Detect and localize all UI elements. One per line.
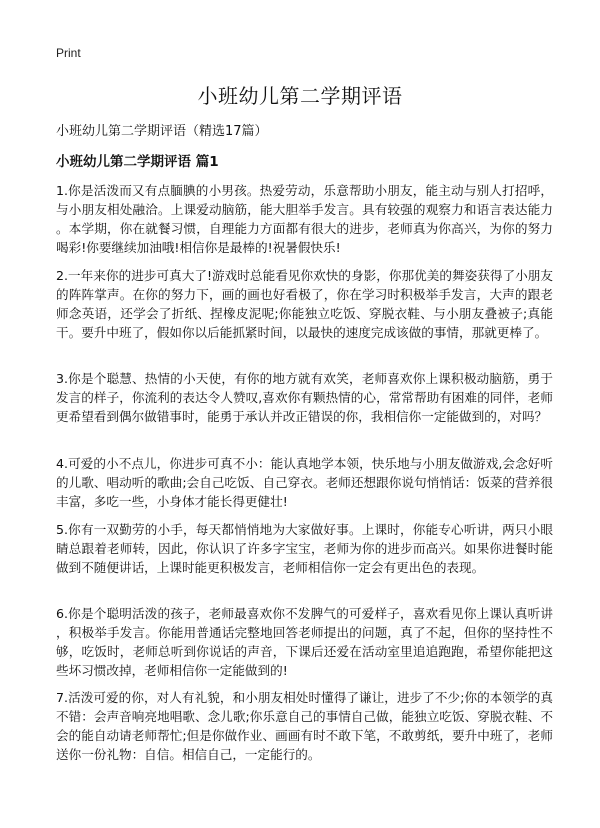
comment-paragraph-4: 4.可爱的小不点儿，你进步可真不小：能认真地学本领，快乐地与小朋友做游戏,会念好听的儿歌、唱动听的歌曲;会自己吃饭、自己穿衣。老师还想跟你说句悄悄话：饭菜的营养很丰富，多吃一些，小身体才能长得更健壮!: [56, 456, 553, 509]
comment-paragraph-1: 1.你是活泼而又有点腼腆的小男孩。热爱劳动，乐意帮助小朋友，能主动与别人打招呼，与小朋友相处融洽。上课爱动脑筋，能大胆举手发言。具有较强的观察力和语言表达能力。本学期，你在就餐习惯，自理能力方面都有很大的进步，老师真为你高兴，为你的努力喝彩!你要继续加油哦!相信你是最棒的!祝暑假快乐!: [56, 183, 553, 255]
document-subtitle: 小班幼儿第二学期评语（精选17篇）: [56, 124, 268, 139]
comment-paragraph-3: 3.你是个聪慧、热情的小天使，有你的地方就有欢笑，老师喜欢你上课积极动脑筋，勇于发言的样子，你流利的表达令人赞叹,喜欢你有颗热情的心，常常帮助有困难的同伴，老师更希望看到偶尔做错事时，能勇于承认并改正错误的你，我相信你一定能做到的，对吗？: [56, 371, 553, 424]
print-label: Print: [56, 46, 81, 60]
page-title: 小班幼儿第二学期评语: [197, 84, 403, 108]
comment-paragraph-7: 7.活泼可爱的你，对人有礼貌，和小朋友相处时懂得了谦让，进步了不少;你的本领学的真不错：会声音响亮地唱歌、念儿歌;你乐意自己的事情自己做，能独立吃饭、穿脱衣鞋、不会的能自动请老师帮忙;但是你做作业、画画有时不敢下笔，不敢剪纸，要升中班了，老师送你一份礼物：自信。相信自己，一定能行的。: [56, 690, 553, 762]
section-heading: 小班幼儿第二学期评语 篇1: [56, 154, 219, 170]
comment-paragraph-2: 2.一年来你的进步可真大了!游戏时总能看见你欢快的身影，你那优美的舞姿获得了小朋友的阵阵掌声。在你的努力下，画的画也好看极了，你在学习时积极举手发言，大声的跟老师念英语，还学会了折纸、捏橡皮泥呢;你能独立吃饭、穿脱衣鞋、与小朋友叠被子;真能干。要升中班了，假如你以后能抓紧时间，以最快的速度完成该做的事情，那就更棒了。: [56, 268, 553, 340]
comment-paragraph-6: 6.你是个聪明活泼的孩子，老师最喜欢你不发脾气的可爱样子，喜欢看见你上课认真听讲，积极举手发言。你能用普通话完整地回答老师提出的问题，真了不起，但你的坚持性不够，吃饭时，老师总听到你说话的声音，下课后还爱在活动室里追追跑跑，希望你能把这些坏习惯改掉，老师相信你一定能做到的!: [56, 606, 553, 678]
comment-paragraph-5: 5.你有一双勤劳的小手，每天都悄悄地为大家做好事。上课时，你能专心听讲，两只小眼睛总跟着老师转，因此，你认识了许多字宝宝，老师为你的进步而高兴。如果你进餐时能做到不随便讲话，上课时能更积极发言，老师相信你一定会有更出色的表现。: [56, 522, 553, 575]
